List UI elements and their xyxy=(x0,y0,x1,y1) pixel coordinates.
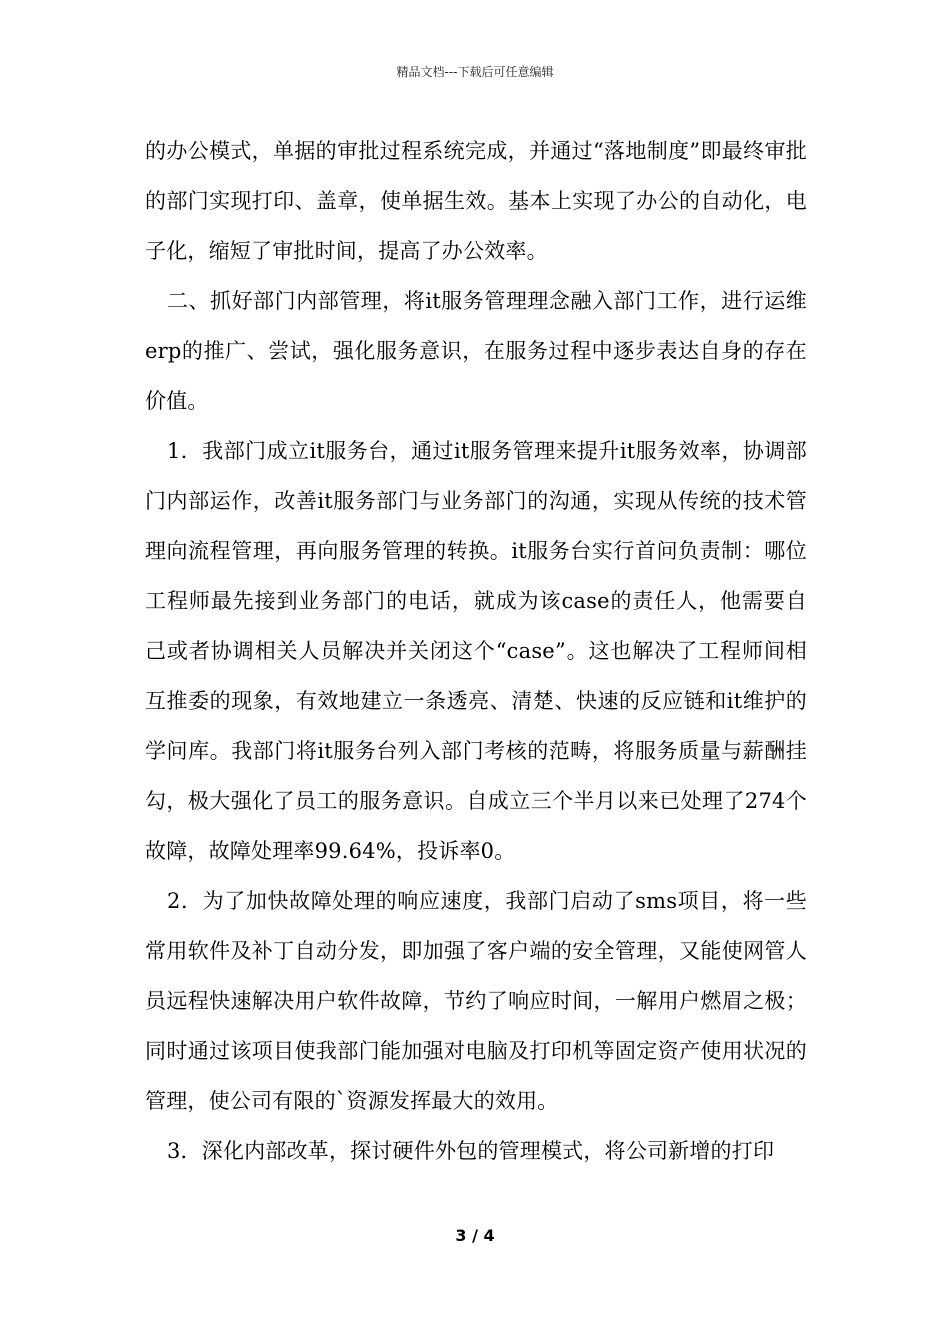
page-header: 精品文档---下载后可任意编辑 xyxy=(396,65,554,79)
paragraph-item-3: 3．深化内部改革，探讨硬件外包的管理模式，将公司新增的打印 xyxy=(167,1139,775,1163)
paragraph-office-mode: 的办公模式，单据的审批过程系统完成，并通过“落地制度”即最终审批的部门实现打印、盖章，使单据生效。基本上实现了办公的自动化，电子化，缩短了审批时间，提高了办公效率。 xyxy=(145,139,807,263)
paragraph-section-two: 二、抓好部门内部管理，将it服务管理理念融入部门工作，进行运维erp的推广、尝试，强化服务意识，在服务过程中逐步表达自身的存在价值。 xyxy=(145,289,807,413)
page-number: 3 / 4 xyxy=(455,1226,495,1245)
paragraph-item-2: 2．为了加快故障处理的响应速度，我部门启动了sms项目，将一些常用软件及补丁自动分发，即加强了客户端的安全管理，又能使网管人员远程快速解决用户软件故障，节约了响应时间，一解用户燃眉之极；同时通过该项目使我部门能加强对电脑及打印机等固定资产使用状况的管理，使公司有限的`资源发挥最大的效用。 xyxy=(145,889,807,1113)
paragraph-item-1: 1．我部门成立it服务台，通过it服务管理来提升it服务效率，协调部门内部运作，改善it服务部门与业务部门的沟通，实现从传统的技术管理向流程管理，再向服务管理的转换。it服务台实行首问负责制：哪位工程师最先接到业务部门的电话，就成为该case的责任人，他需要自己或者协调相关人员解决并关闭这个“case”。这也解决了工程师间相互推委的现象，有效地建立一条透亮、清楚、快速的反应链和it维护的学问库。我部门将it服务台列入部门考核的范畴，将服务质量与薪酬挂勾，极大强化了员工的服务意识。自成立三个半月以来已处理了274个故障，故障处理率99.64%，投诉率0。 xyxy=(145,439,807,863)
document-body xyxy=(145,126,807,1176)
